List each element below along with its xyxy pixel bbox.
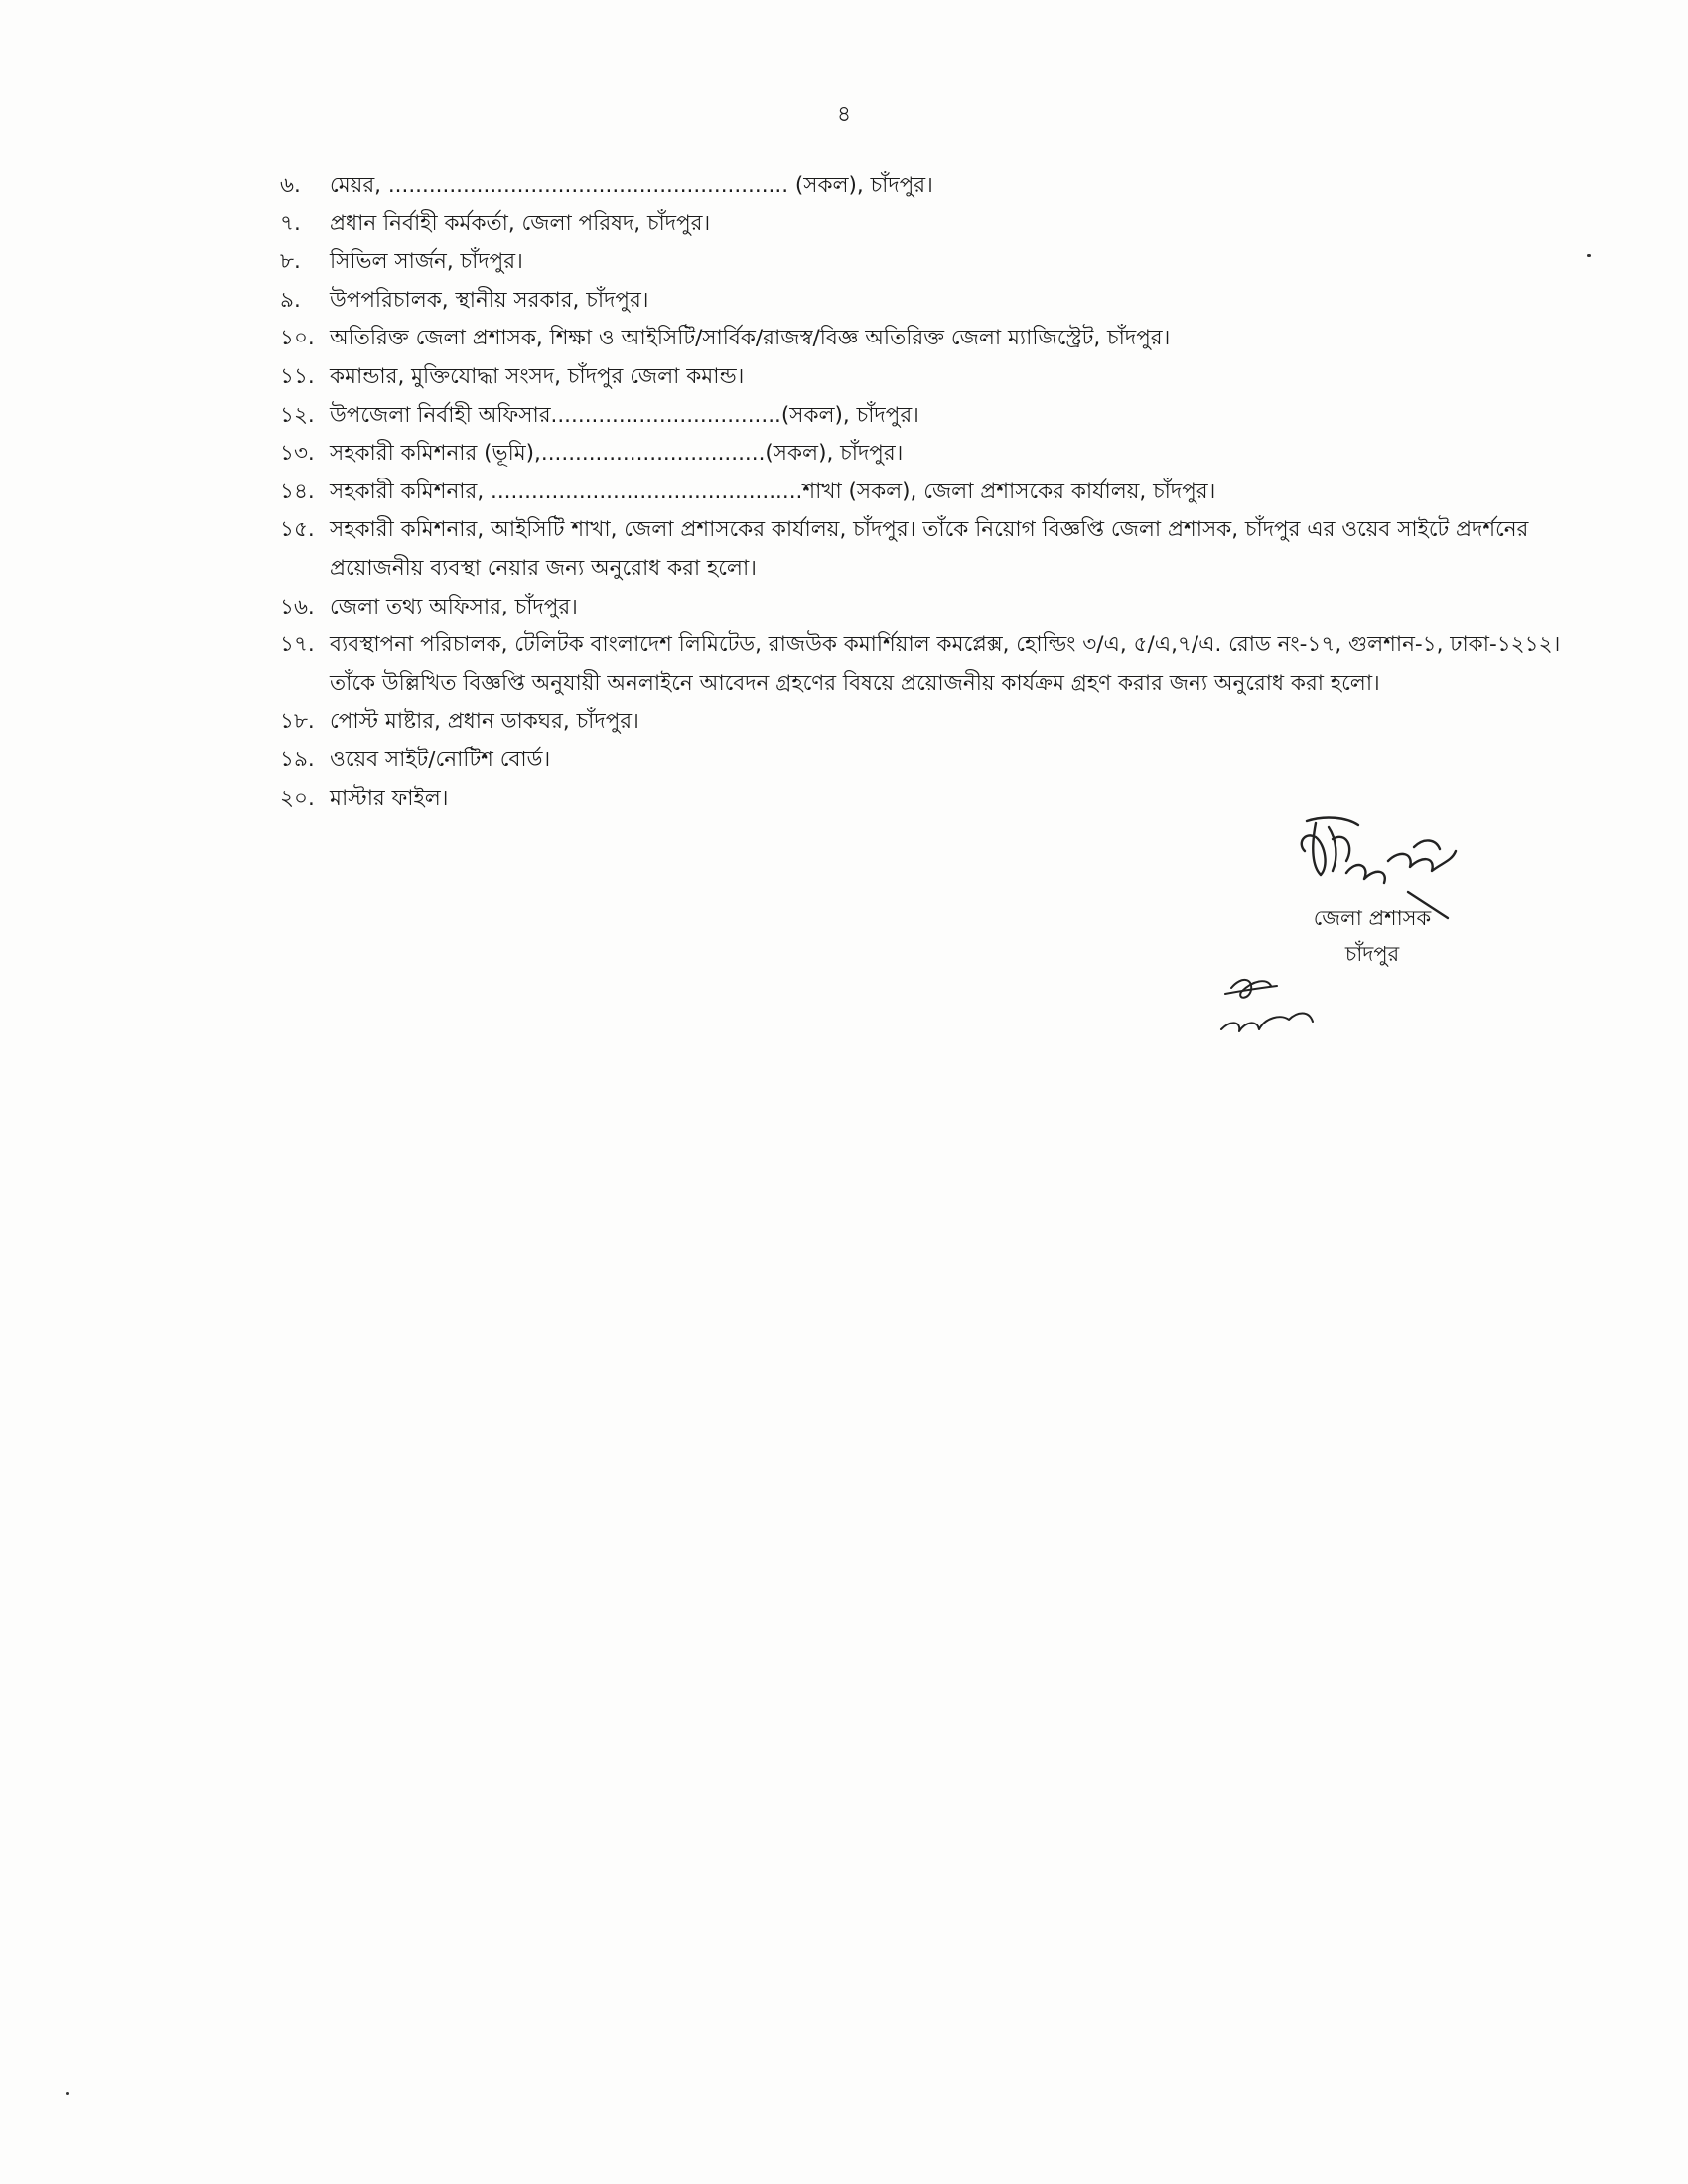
item-number: ১৪. (280, 478, 315, 504)
item-text: সহকারী কমিশনার (ভূমি),.................................(সকল), চাঁদপুর। (330, 441, 904, 467)
item-number: ১৫. (280, 517, 315, 543)
distribution-list (280, 167, 1571, 818)
signature-block (1201, 809, 1519, 1067)
list-item (280, 703, 1571, 742)
item-number: ৭. (280, 210, 301, 236)
item-number: ১৯. (280, 747, 315, 772)
item-number: ২০. (280, 785, 315, 811)
item-number: ১৬. (280, 594, 315, 619)
list-item (280, 589, 1571, 627)
list-item (280, 282, 1571, 321)
item-number: ১০. (280, 326, 315, 351)
scan-speck (1587, 254, 1591, 257)
item-number: ১৭. (280, 632, 315, 658)
item-number: ১৩. (280, 441, 315, 467)
designation-district: চাঁদপুর (1344, 942, 1400, 966)
item-number: ১৮. (280, 709, 315, 735)
item-text: সহকারী কমিশনার, ..............................................শাখা (সকল), জেলা প্রশাসকের কার্যালয়, চাঁদপুর। (330, 478, 1216, 504)
list-item (280, 742, 1571, 780)
list-item (280, 626, 1571, 703)
list-item (280, 435, 1571, 474)
item-text: জেলা তথ্য অফিসার, চাঁদপুর। (330, 594, 578, 619)
item-text: কমান্ডার, মুক্তিযোদ্ধা সংসদ, চাঁদপুর জেলা কমান্ড। (330, 363, 745, 389)
list-item (280, 243, 1571, 282)
item-text: প্রধান নির্বাহী কর্মকর্তা, জেলা পরিষদ, চাঁদপুর। (330, 210, 711, 236)
item-text: সহকারী কমিশনার, আইসিটি শাখা, জেলা প্রশাসকের কার্যালয়, চাঁদপুর। তাঁকে নিয়োগ বিজ্ঞপ্তি জেলা প্রশাসক, চাঁদপুর এর ওয়েব সাইটে প্রদর্শনের প্রয়োজনীয় ব্যবস্থা নেয়ার জন্য অনুরোধ করা হলো। (330, 517, 1529, 581)
list-item (280, 397, 1571, 436)
item-text: ওয়েব সাইট/নোটিশ বোর্ড। (330, 747, 551, 772)
scan-speck (66, 2092, 69, 2095)
item-text: পোস্ট মাষ্টার, প্রধান ডাকঘর, চাঁদপুর। (330, 709, 639, 735)
item-number: ৬. (280, 173, 301, 198)
item-text: অতিরিক্ত জেলা প্রশাসক, শিক্ষা ও আইসিটি/সার্বিক/রাজস্ব/বিজ্ঞ অতিরিক্ত জেলা ম্যাজিস্ট্রেট, চাঁদপুর। (330, 326, 1171, 351)
item-number: ৮. (280, 249, 301, 275)
item-text: সিভিল সার্জন, চাঁদপুর। (330, 249, 523, 275)
item-number: ১১. (280, 363, 315, 389)
item-number: ৯. (280, 287, 301, 313)
signatory-designation (1273, 900, 1472, 972)
designation-title: জেলা প্রশাসক (1313, 906, 1432, 930)
list-item (280, 511, 1571, 588)
item-text: উপপরিচালক, স্থানীয় সরকার, চাঁদপুর। (330, 287, 649, 313)
page-number: ৪ (836, 102, 852, 127)
list-item (280, 167, 1571, 205)
item-text: উপজেলা নির্বাহী অফিসার..................................(সকল), চাঁদপুর। (330, 402, 919, 428)
list-item (280, 358, 1571, 397)
item-number: ১২. (280, 402, 315, 428)
list-item (280, 474, 1571, 512)
list-item (280, 205, 1571, 244)
item-text: মেয়র, ........................................................... (সকল), চাঁদপুর। (330, 173, 933, 198)
item-text: মাস্টার ফাইল। (330, 785, 449, 811)
item-text: ব্যবস্থাপনা পরিচালক, টেলিটক বাংলাদেশ লিমিটেড, রাজউক কমার্শিয়াল কমপ্লেক্স, হোল্ডিং ৩/এ, ৫/এ,৭/এ. রোড নং-১৭, গুলশান-১, ঢাকা-১২১২। তাঁকে উল্লিখিত বিজ্ঞপ্তি অনুযায়ী অনলাইনে আবেদন গ্রহণের বিষয়ে প্রয়োজনীয় কার্যক্রম গ্রহণ করার জন্য অনুরোধ করা হলো। (330, 632, 1561, 696)
list-item (280, 320, 1571, 358)
